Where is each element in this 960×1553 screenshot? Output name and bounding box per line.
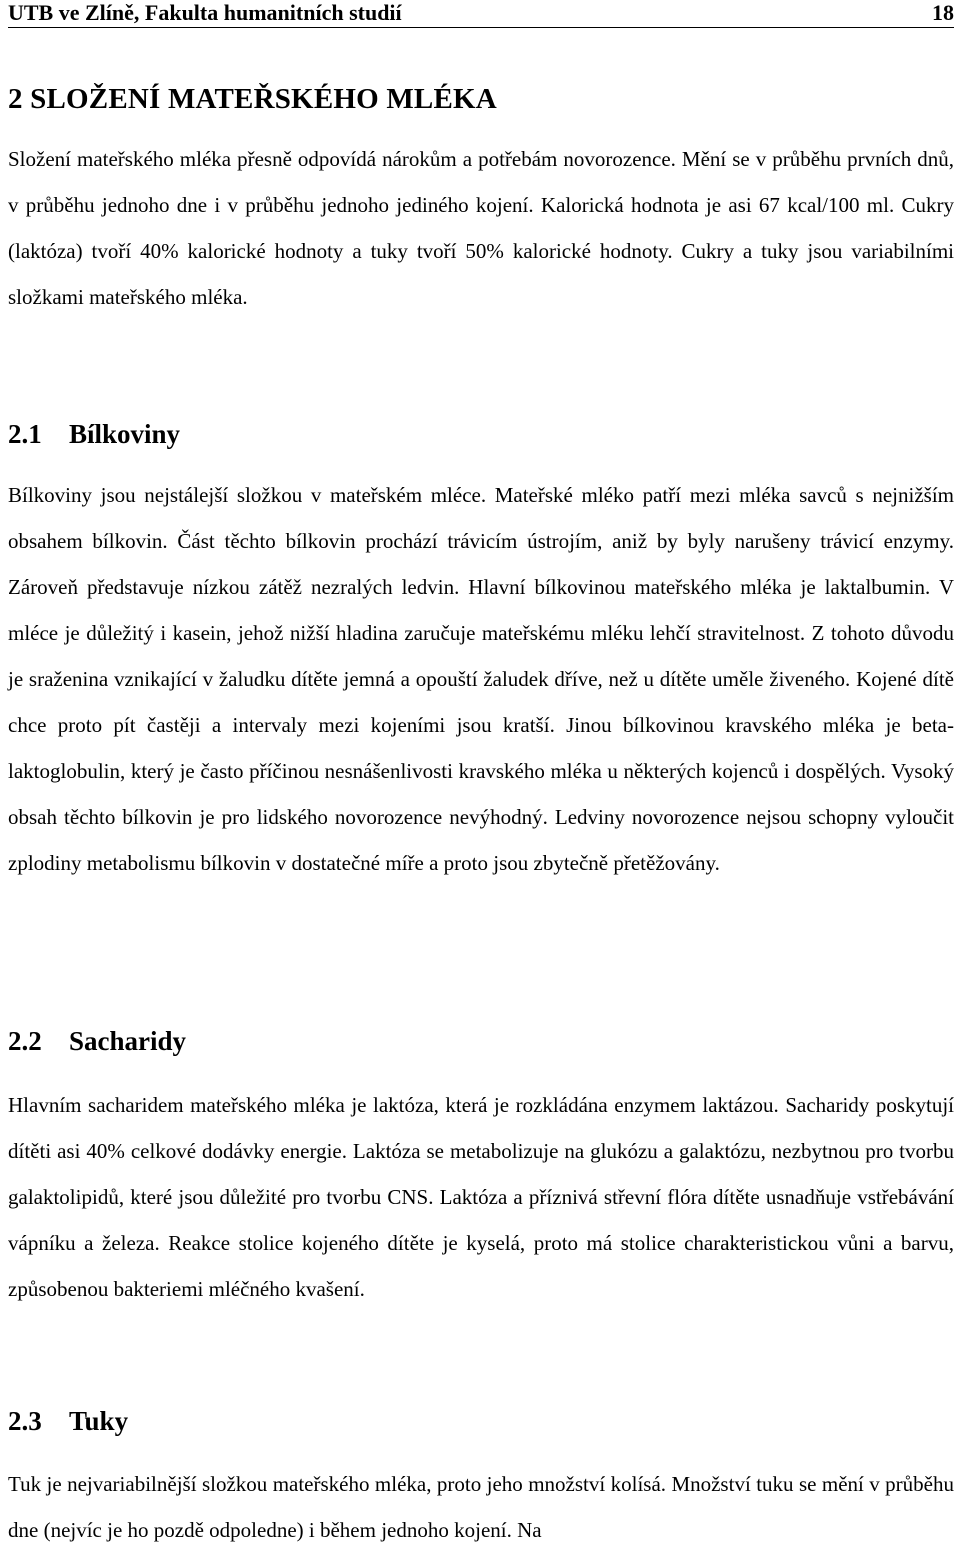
header-institution: UTB ve Zlíně, Fakulta humanitních studií [8,0,402,25]
section-paragraph-sacharidy: Hlavním sacharidem mateřského mléka je laktóza, která je rozkládána enzymem laktázou. Sacharidy poskytují dítěti asi 40% celkové dodávky energie. Laktóza se metabolizuje na glukózu a galaktózu, nezbytnou pro tvorbu galaktolipidů, které jsou důležité pro tvorbu CNS. Laktóza a příznivá střevní flóra dítěte usnadňuje vstřebávání vápníku a železa. Reakce stolice kojeného dítěte je kyselá, proto má stolice charakteristickou vůni a barvu, způsobenou bakteriemi mléčného kvašení. [8,1093,954,1301]
chapter-title: 2 SLOŽENÍ MATEŘSKÉHO MLÉKA [8,83,497,115]
running-header [8,0,954,28]
section-title-text: Sacharidy [69,1026,187,1056]
section-number: 2.3 [8,1406,42,1436]
section-paragraph-bilkoviny: Bílkoviny jsou nejstálejší složkou v mateřském mléce. Mateřské mléko patří mezi mléka savců s nejnižším obsahem bílkovin. Část těchto bílkovin prochází trávicím ústrojím, aniž by byly narušeny trávicí enzymy. Zároveň představuje nízkou zátěž nezralých ledvin. Hlavní bílkovinou mateřského mléka je laktalbumin. V mléce je důležitý i kasein, jehož nižší hladina zaručuje mateřskému mléku lehčí stravitelnost. Z tohoto důvodu je sraženina vznikající v žaludku dítěte jemná a opouští žaludek dříve, než u dítěte uměle živeného. Kojené dítě chce proto pít častěji a intervaly mezi kojeními jsou kratší. Jinou bílkovinou kravského mléka je beta-laktoglobulin, který je často příčinou nesnášenlivosti kravského mléka u některých kojenců i dospělých. Vysoký obsah těchto bílkovin je pro lidského novorozence nevýhodný. Ledviny novorozence nejsou schopny vyloučit zplodiny metabolismu bílkovin v dostatečné míře a proto jsou zbytečně přetěžovány. [8,483,954,875]
chapter-intro-paragraph: Složení mateřského mléka přesně odpovídá nárokům a potřebám novorozence. Mění se v průběhu prvních dnů, v průběhu jednoho dne i v průběhu jednoho jediného kojení. Kalorická hodnota je asi 67 kcal/100 ml. Cukry (laktóza) tvoří 40% kalorické hodnoty a tuky tvoří 50% kalorické hodnoty. Cukry a tuky jsou variabilními složkami mateřského mléka. [8,147,954,309]
section-heading-sacharidy [8,1025,186,1057]
header-page-number: 18 [932,0,954,25]
section-heading-tuky [8,1405,128,1437]
section-title-text: Bílkoviny [69,419,181,449]
section-heading-bilkoviny [8,418,180,450]
section-paragraph-tuky: Tuk je nejvariabilnější složkou mateřského mléka, proto jeho množství kolísá. Množství tuku se mění v průběhu dne (nejvíc je ho pozdě odpoledne) i během jednoho kojení. Na [8,1472,954,1542]
section-number: 2.2 [8,1026,42,1056]
section-number: 2.1 [8,419,42,449]
document-page [8,0,954,1542]
section-title-text: Tuky [69,1406,129,1436]
